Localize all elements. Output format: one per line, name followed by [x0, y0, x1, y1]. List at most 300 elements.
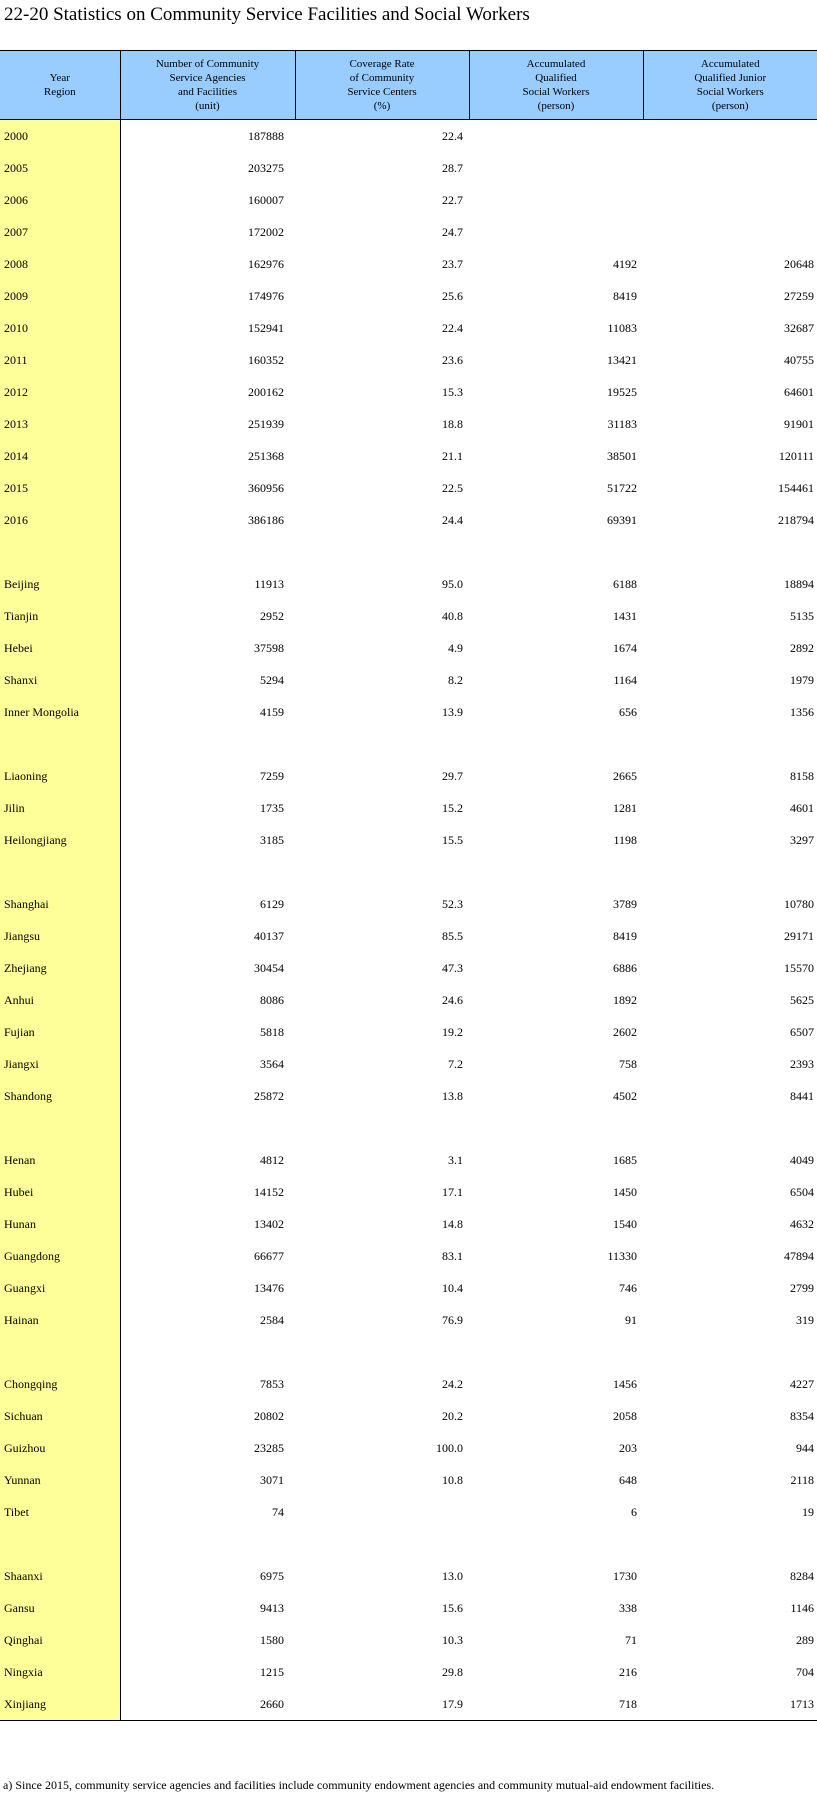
agencies-value: 7259	[260, 768, 284, 783]
junior-social-workers-value: 1356	[790, 704, 814, 719]
row-label: 2013	[0, 408, 120, 440]
row-label: 2009	[0, 280, 120, 312]
spacer-cell	[643, 1112, 817, 1144]
agencies-value: 3185	[260, 832, 284, 847]
social-workers-value: 91	[625, 1312, 637, 1327]
social-workers-value: 338	[619, 1600, 637, 1615]
junior-social-workers-value: 64601	[784, 384, 814, 399]
agencies-value: 7853	[260, 1376, 284, 1391]
row-label: Shandong	[0, 1080, 120, 1112]
coverage-value: 23.7	[442, 256, 463, 271]
agencies-value: 251368	[248, 448, 284, 463]
table-row	[0, 1176, 817, 1208]
row-label: Hunan	[0, 1208, 120, 1240]
row-label: Ningxia	[0, 1656, 120, 1688]
table-row	[0, 568, 817, 600]
coverage-value: 100.0	[436, 1440, 463, 1455]
agencies-value: 1215	[260, 1664, 284, 1679]
junior-social-workers-value: 289	[796, 1632, 814, 1647]
row-label: Jiangsu	[0, 920, 120, 952]
coverage-value: 29.8	[442, 1664, 463, 1679]
junior-social-workers-value: 32687	[784, 320, 814, 335]
junior-social-workers-value	[643, 216, 817, 248]
row-label: 2005	[0, 152, 120, 184]
agencies-value: 2952	[260, 608, 284, 623]
social-workers-value: 6	[631, 1504, 637, 1519]
social-workers-value: 718	[469, 1688, 643, 1721]
agencies-value: 2660	[120, 1688, 295, 1721]
table-row	[0, 1208, 817, 1240]
row-label: Jilin	[0, 792, 120, 824]
agencies-value: 3071	[260, 1472, 284, 1487]
group-spacer-row	[0, 856, 817, 888]
spacer-cell	[295, 1528, 469, 1560]
row-label: Inner Mongolia	[0, 696, 120, 728]
header-qualified-social-workers: Accumulated Qualified Social Workers (person)	[469, 51, 643, 120]
row-label: Henan	[0, 1144, 120, 1176]
coverage-value: 7.2	[448, 1056, 463, 1071]
social-workers-value: 51722	[607, 480, 637, 495]
junior-social-workers-value	[643, 184, 817, 216]
spacer-cell	[643, 536, 817, 568]
spacer-cell	[120, 536, 295, 568]
coverage-value: 24.4	[442, 512, 463, 527]
coverage-value: 76.9	[442, 1312, 463, 1327]
social-workers-value: 746	[619, 1280, 637, 1295]
agencies-value: 30454	[254, 960, 284, 975]
social-workers-value: 1198	[613, 832, 637, 847]
coverage-value: 3.1	[448, 1152, 463, 1167]
social-workers-value: 216	[619, 1664, 637, 1679]
coverage-value: 17.1	[442, 1184, 463, 1199]
coverage-value: 15.6	[442, 1600, 463, 1615]
table-row	[0, 760, 817, 792]
table-row	[0, 920, 817, 952]
social-workers-value	[469, 216, 643, 248]
social-workers-value: 4192	[613, 256, 637, 271]
row-label: Liaoning	[0, 760, 120, 792]
table-row	[0, 664, 817, 696]
social-workers-value	[469, 184, 643, 216]
junior-social-workers-value: 1146	[790, 1600, 814, 1615]
row-label: 2014	[0, 440, 120, 472]
social-workers-value: 1281	[613, 800, 637, 815]
agencies-value: 2584	[260, 1312, 284, 1327]
coverage-value: 13.0	[442, 1568, 463, 1583]
coverage-value: 83.1	[442, 1248, 463, 1263]
spacer-cell	[120, 1528, 295, 1560]
social-workers-value: 6886	[613, 960, 637, 975]
coverage-value: 25.6	[442, 288, 463, 303]
spacer-cell	[469, 856, 643, 888]
spacer-cell	[120, 1336, 295, 1368]
junior-social-workers-value: 5625	[790, 992, 814, 1007]
social-workers-value: 19525	[607, 384, 637, 399]
table-row	[0, 1624, 817, 1656]
coverage-value: 14.8	[442, 1216, 463, 1231]
table-row	[0, 792, 817, 824]
social-workers-value: 1456	[613, 1376, 637, 1391]
agencies-value: 1735	[260, 800, 284, 815]
junior-social-workers-value: 6504	[790, 1184, 814, 1199]
coverage-value: 23.6	[442, 352, 463, 367]
row-label: 2006	[0, 184, 120, 216]
table-row	[0, 1272, 817, 1304]
junior-social-workers-value: 120111	[778, 448, 814, 463]
junior-social-workers-value: 19	[802, 1504, 814, 1519]
table-row	[0, 472, 817, 504]
spacer-cell	[120, 856, 295, 888]
junior-social-workers-value: 6507	[790, 1024, 814, 1039]
coverage-value: 15.3	[442, 384, 463, 399]
table-row	[0, 440, 817, 472]
spacer-cell	[469, 1528, 643, 1560]
coverage-value: 15.5	[442, 832, 463, 847]
spacer-cell	[295, 1336, 469, 1368]
agencies-value: 172002	[248, 224, 284, 239]
row-label: 2010	[0, 312, 120, 344]
agencies-value: 152941	[248, 320, 284, 335]
agencies-value: 4812	[260, 1152, 284, 1167]
spacer-cell	[295, 536, 469, 568]
row-label: Chongqing	[0, 1368, 120, 1400]
table-row	[0, 1656, 817, 1688]
coverage-value: 18.8	[442, 416, 463, 431]
social-workers-value: 1431	[613, 608, 637, 623]
junior-social-workers-value: 4049	[790, 1152, 814, 1167]
coverage-value: 22.7	[442, 192, 463, 207]
table-row	[0, 952, 817, 984]
coverage-value: 10.8	[442, 1472, 463, 1487]
junior-social-workers-value: 2118	[790, 1472, 814, 1487]
junior-social-workers-value: 8284	[790, 1568, 814, 1583]
social-workers-value: 1450	[613, 1184, 637, 1199]
agencies-value: 20802	[254, 1408, 284, 1423]
junior-social-workers-value: 8158	[790, 768, 814, 783]
spacer-cell	[120, 728, 295, 760]
social-workers-value: 2602	[613, 1024, 637, 1039]
junior-social-workers-value: 3297	[790, 832, 814, 847]
social-workers-value: 6188	[613, 576, 637, 591]
table-row	[0, 280, 817, 312]
table-row	[0, 1368, 817, 1400]
spacer-label-cell	[0, 1336, 120, 1368]
social-workers-value: 2665	[613, 768, 637, 783]
row-label: 2011	[0, 344, 120, 376]
social-workers-value: 1540	[613, 1216, 637, 1231]
group-spacer-row	[0, 728, 817, 760]
row-label: Jiangxi	[0, 1048, 120, 1080]
table-row	[0, 1464, 817, 1496]
spacer-label-cell	[0, 536, 120, 568]
coverage-value: 24.7	[442, 224, 463, 239]
coverage-value: 10.4	[442, 1280, 463, 1295]
table-row	[0, 1304, 817, 1336]
table-row	[0, 184, 817, 216]
agencies-value: 40137	[254, 928, 284, 943]
coverage-value: 28.7	[442, 160, 463, 175]
agencies-value: 13476	[254, 1280, 284, 1295]
agencies-value: 5294	[260, 672, 284, 687]
header-row	[0, 51, 817, 120]
coverage-value: 95.0	[442, 576, 463, 591]
row-label: 2000	[0, 120, 120, 153]
row-label: Zhejiang	[0, 952, 120, 984]
spacer-label-cell	[0, 856, 120, 888]
table-row	[0, 1048, 817, 1080]
coverage-value: 17.9	[295, 1688, 469, 1721]
table-row	[0, 504, 817, 536]
row-label: Shaanxi	[0, 1560, 120, 1592]
social-workers-value: 1892	[613, 992, 637, 1007]
agencies-value: 3564	[260, 1056, 284, 1071]
agencies-value: 5818	[260, 1024, 284, 1039]
table-row	[0, 152, 817, 184]
coverage-value: 22.5	[442, 480, 463, 495]
coverage-value	[295, 1496, 469, 1528]
table-row	[0, 1560, 817, 1592]
table-row	[0, 344, 817, 376]
junior-social-workers-value: 40755	[784, 352, 814, 367]
header-coverage-rate: Coverage Rate of Community Service Centers (%)	[295, 51, 469, 120]
agencies-value: 162976	[248, 256, 284, 271]
table-row	[0, 248, 817, 280]
row-label: Hebei	[0, 632, 120, 664]
spacer-cell	[643, 856, 817, 888]
spacer-cell	[643, 1336, 817, 1368]
group-spacer-row	[0, 1528, 817, 1560]
agencies-value: 4159	[260, 704, 284, 719]
coverage-value: 47.3	[442, 960, 463, 975]
social-workers-value: 8419	[613, 288, 637, 303]
social-workers-value: 38501	[607, 448, 637, 463]
spacer-cell	[295, 1112, 469, 1144]
group-spacer-row	[0, 1112, 817, 1144]
row-label: Tianjin	[0, 600, 120, 632]
footnote: a) Since 2015, community service agencies and facilities include community endowment agencies and community mutual-aid endowment facilities.	[3, 1778, 715, 1792]
junior-social-workers-value: 218794	[778, 512, 814, 527]
table-row	[0, 824, 817, 856]
agencies-value: 386186	[248, 512, 284, 527]
junior-social-workers-value: 20648	[784, 256, 814, 271]
group-spacer-row	[0, 536, 817, 568]
row-label: Qinghai	[0, 1624, 120, 1656]
row-label: Guangxi	[0, 1272, 120, 1304]
spacer-label-cell	[0, 1528, 120, 1560]
spacer-cell	[469, 1336, 643, 1368]
social-workers-value: 11330	[607, 1248, 637, 1263]
row-label: 2015	[0, 472, 120, 504]
table-row	[0, 600, 817, 632]
junior-social-workers-value: 704	[796, 1664, 814, 1679]
junior-social-workers-value: 1713	[643, 1688, 817, 1721]
coverage-value: 24.2	[442, 1376, 463, 1391]
coverage-value: 13.9	[442, 704, 463, 719]
spacer-cell	[120, 1112, 295, 1144]
junior-social-workers-value: 5135	[790, 608, 814, 623]
table-row	[0, 1016, 817, 1048]
social-workers-value: 2058	[613, 1408, 637, 1423]
row-label: Shanxi	[0, 664, 120, 696]
junior-social-workers-value	[643, 120, 817, 153]
junior-social-workers-value: 91901	[784, 416, 814, 431]
junior-social-workers-value: 15570	[784, 960, 814, 975]
coverage-value: 19.2	[442, 1024, 463, 1039]
junior-social-workers-value: 27259	[784, 288, 814, 303]
social-workers-value: 69391	[607, 512, 637, 527]
table-row	[0, 216, 817, 248]
agencies-value: 187888	[248, 128, 284, 143]
social-workers-value	[469, 152, 643, 184]
agencies-value: 251939	[248, 416, 284, 431]
table-row	[0, 984, 817, 1016]
header-qualified-junior-social-workers: Accumulated Qualified Junior Social Workers (person)	[643, 51, 817, 120]
table-row	[0, 1144, 817, 1176]
agencies-value: 25872	[254, 1088, 284, 1103]
junior-social-workers-value: 8441	[790, 1088, 814, 1103]
spacer-label-cell	[0, 1112, 120, 1144]
table-row	[0, 696, 817, 728]
row-label: 2008	[0, 248, 120, 280]
row-label: Guizhou	[0, 1432, 120, 1464]
row-label: Hainan	[0, 1304, 120, 1336]
page-title: 22-20 Statistics on Community Service Facilities and Social Workers	[4, 4, 530, 25]
spacer-cell	[643, 1528, 817, 1560]
spacer-cell	[469, 1112, 643, 1144]
coverage-value: 22.4	[442, 320, 463, 335]
agencies-value: 11913	[254, 576, 284, 591]
agencies-value: 6975	[260, 1568, 284, 1583]
social-workers-value: 1164	[613, 672, 637, 687]
social-workers-value: 1730	[613, 1568, 637, 1583]
row-label: Gansu	[0, 1592, 120, 1624]
junior-social-workers-value: 4227	[790, 1376, 814, 1391]
table-header	[0, 51, 817, 120]
coverage-value: 15.2	[442, 800, 463, 815]
agencies-value: 37598	[254, 640, 284, 655]
spacer-cell	[643, 728, 817, 760]
row-label: Guangdong	[0, 1240, 120, 1272]
table-row	[0, 376, 817, 408]
agencies-value: 360956	[248, 480, 284, 495]
social-workers-value: 31183	[607, 416, 637, 431]
table-row	[0, 1080, 817, 1112]
coverage-value: 29.7	[442, 768, 463, 783]
header-agencies-facilities: Number of Community Service Agencies and Facilities (unit)	[120, 51, 295, 120]
statistics-table	[0, 50, 817, 1721]
table-row	[0, 1496, 817, 1528]
spacer-label-cell	[0, 728, 120, 760]
agencies-value: 14152	[254, 1184, 284, 1199]
agencies-value: 1580	[260, 1632, 284, 1647]
agencies-value: 160007	[248, 192, 284, 207]
row-label: Tibet	[0, 1496, 120, 1528]
junior-social-workers-value	[643, 152, 817, 184]
agencies-value: 160352	[248, 352, 284, 367]
social-workers-value: 13421	[607, 352, 637, 367]
row-label: Heilongjiang	[0, 824, 120, 856]
social-workers-value: 648	[619, 1472, 637, 1487]
agencies-value: 200162	[248, 384, 284, 399]
social-workers-value: 203	[619, 1440, 637, 1455]
agencies-value: 74	[272, 1504, 284, 1519]
junior-social-workers-value: 10780	[784, 896, 814, 911]
junior-social-workers-value: 4601	[790, 800, 814, 815]
group-spacer-row	[0, 1336, 817, 1368]
table-body	[0, 120, 817, 1721]
junior-social-workers-value: 29171	[784, 928, 814, 943]
row-label: Beijing	[0, 568, 120, 600]
junior-social-workers-value: 47894	[784, 1248, 814, 1263]
junior-social-workers-value: 8354	[790, 1408, 814, 1423]
row-label: 2007	[0, 216, 120, 248]
social-workers-value: 1685	[613, 1152, 637, 1167]
spacer-cell	[469, 728, 643, 760]
agencies-value: 66677	[254, 1248, 284, 1263]
row-label: Xinjiang	[0, 1688, 120, 1721]
social-workers-value: 758	[619, 1056, 637, 1071]
spacer-cell	[295, 728, 469, 760]
social-workers-value: 1674	[613, 640, 637, 655]
row-label: Yunnan	[0, 1464, 120, 1496]
social-workers-value	[469, 120, 643, 153]
coverage-value: 13.8	[442, 1088, 463, 1103]
table-row	[0, 1400, 817, 1432]
row-label: 2012	[0, 376, 120, 408]
agencies-value: 13402	[254, 1216, 284, 1231]
junior-social-workers-value: 1979	[790, 672, 814, 687]
junior-social-workers-value: 319	[796, 1312, 814, 1327]
table-row	[0, 1240, 817, 1272]
table-row	[0, 120, 817, 153]
agencies-value: 203275	[248, 160, 284, 175]
social-workers-value: 8419	[613, 928, 637, 943]
statistics-table-frame	[0, 50, 817, 1721]
agencies-value: 23285	[254, 1440, 284, 1455]
coverage-value: 22.4	[442, 128, 463, 143]
social-workers-value: 656	[619, 704, 637, 719]
social-workers-value: 3789	[613, 896, 637, 911]
agencies-value: 9413	[260, 1600, 284, 1615]
agencies-value: 6129	[260, 896, 284, 911]
coverage-value: 40.8	[442, 608, 463, 623]
table-row	[0, 1688, 817, 1721]
spacer-cell	[469, 536, 643, 568]
junior-social-workers-value: 4632	[790, 1216, 814, 1231]
junior-social-workers-value: 2892	[790, 640, 814, 655]
social-workers-value: 71	[625, 1632, 637, 1647]
coverage-value: 20.2	[442, 1408, 463, 1423]
row-label: 2016	[0, 504, 120, 536]
table-row	[0, 632, 817, 664]
social-workers-value: 4502	[613, 1088, 637, 1103]
social-workers-value: 11083	[607, 320, 637, 335]
coverage-value: 52.3	[442, 896, 463, 911]
agencies-value: 8086	[260, 992, 284, 1007]
table-row	[0, 312, 817, 344]
table-row	[0, 888, 817, 920]
coverage-value: 10.3	[442, 1632, 463, 1647]
junior-social-workers-value: 154461	[778, 480, 814, 495]
junior-social-workers-value: 2799	[790, 1280, 814, 1295]
header-year-region: Year Region	[0, 51, 120, 120]
coverage-value: 4.9	[448, 640, 463, 655]
junior-social-workers-value: 944	[796, 1440, 814, 1455]
junior-social-workers-value: 18894	[784, 576, 814, 591]
table-row	[0, 1432, 817, 1464]
row-label: Anhui	[0, 984, 120, 1016]
coverage-value: 24.6	[442, 992, 463, 1007]
